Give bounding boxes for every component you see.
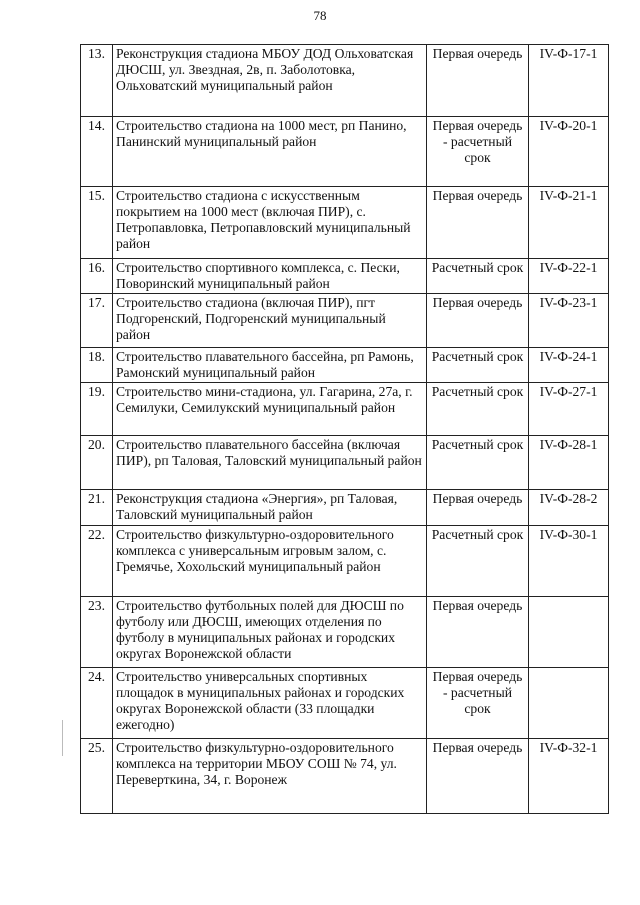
object-code: IV-Ф-28-2 — [529, 490, 609, 526]
row-number: 14. — [81, 117, 113, 187]
object-description: Строительство мини-стадиона, ул. Гагарина, 27а, г. Семилуки, Семилукский муниципальный район — [113, 383, 427, 436]
table-row — [81, 526, 609, 597]
row-number: 25. — [81, 739, 113, 814]
row-number: 20. — [81, 436, 113, 490]
objects-table — [80, 44, 609, 814]
table-row — [81, 187, 609, 259]
implementation-stage: Первая очередь — [427, 490, 529, 526]
table-row — [81, 294, 609, 348]
table-row — [81, 436, 609, 490]
object-code: IV-Ф-32-1 — [529, 739, 609, 814]
implementation-stage: Расчетный срок — [427, 348, 529, 383]
object-description: Строительство стадиона (включая ПИР), пгт Подгоренский, Подгоренский муниципальный район — [113, 294, 427, 348]
table-row — [81, 668, 609, 739]
object-description: Строительство плавательного бассейна (включая ПИР), рп Таловая, Таловский муниципальный район — [113, 436, 427, 490]
object-code: IV-Ф-30-1 — [529, 526, 609, 597]
object-description: Строительство спортивного комплекса, с. Пески, Поворинский муниципальный район — [113, 259, 427, 294]
object-code: IV-Ф-27-1 — [529, 383, 609, 436]
object-description: Строительство универсальных спортивных площадок в муниципальных районах и городских округах Воронежской области (33 площадки ежегодно) — [113, 668, 427, 739]
object-description: Реконструкция стадиона «Энергия», рп Таловая, Таловский муниципальный район — [113, 490, 427, 526]
row-number: 23. — [81, 597, 113, 668]
object-code — [529, 597, 609, 668]
row-number: 17. — [81, 294, 113, 348]
object-code: IV-Ф-21-1 — [529, 187, 609, 259]
row-number: 15. — [81, 187, 113, 259]
row-number: 16. — [81, 259, 113, 294]
implementation-stage: Первая очередь — [427, 597, 529, 668]
object-description: Реконструкция стадиона МБОУ ДОД Ольховатская ДЮСШ, ул. Звездная, 2в, п. Заболотовка, Ольховатский муниципальный район — [113, 45, 427, 117]
table-row — [81, 490, 609, 526]
table-row — [81, 597, 609, 668]
object-code — [529, 668, 609, 739]
implementation-stage: Первая очередь - расчетный срок — [427, 668, 529, 739]
margin-mark — [62, 720, 63, 756]
implementation-stage: Первая очередь - расчетный срок — [427, 117, 529, 187]
implementation-stage: Первая очередь — [427, 294, 529, 348]
object-description: Строительство плавательного бассейна, рп Рамонь, Рамонский муниципальный район — [113, 348, 427, 383]
object-code: IV-Ф-22-1 — [529, 259, 609, 294]
object-description: Строительство физкультурно-оздоровительного комплекса на территории МБОУ СОШ № 74, ул. Переверткина, 34, г. Воронеж — [113, 739, 427, 814]
implementation-stage: Расчетный срок — [427, 259, 529, 294]
object-description: Строительство стадиона на 1000 мест, рп Панино, Панинский муниципальный район — [113, 117, 427, 187]
row-number: 19. — [81, 383, 113, 436]
implementation-stage: Расчетный срок — [427, 383, 529, 436]
table-row — [81, 739, 609, 814]
implementation-stage: Расчетный срок — [427, 436, 529, 490]
row-number: 21. — [81, 490, 113, 526]
table-row — [81, 117, 609, 187]
row-number: 22. — [81, 526, 113, 597]
table-row — [81, 383, 609, 436]
object-code: IV-Ф-17-1 — [529, 45, 609, 117]
object-description: Строительство физкультурно-оздоровительного комплекса с универсальным игровым залом, с. Гремячье, Хохольский муниципальный район — [113, 526, 427, 597]
object-code: IV-Ф-24-1 — [529, 348, 609, 383]
row-number: 18. — [81, 348, 113, 383]
row-number: 24. — [81, 668, 113, 739]
row-number: 13. — [81, 45, 113, 117]
object-description: Строительство футбольных полей для ДЮСШ по футболу или ДЮСШ, имеющих отделения по футболу в муниципальных районах и городских округах Воронежской области — [113, 597, 427, 668]
table-row — [81, 259, 609, 294]
implementation-stage: Расчетный срок — [427, 526, 529, 597]
implementation-stage: Первая очередь — [427, 739, 529, 814]
table-row — [81, 348, 609, 383]
implementation-stage: Первая очередь — [427, 45, 529, 117]
page-number: 78 — [313, 8, 327, 23]
object-code: IV-Ф-20-1 — [529, 117, 609, 187]
object-code: IV-Ф-23-1 — [529, 294, 609, 348]
object-code: IV-Ф-28-1 — [529, 436, 609, 490]
object-description: Строительство стадиона с искусственным покрытием на 1000 мест (включая ПИР), с. Петропавловка, Петропавловский муниципальный район — [113, 187, 427, 259]
table-row — [81, 45, 609, 117]
implementation-stage: Первая очередь — [427, 187, 529, 259]
